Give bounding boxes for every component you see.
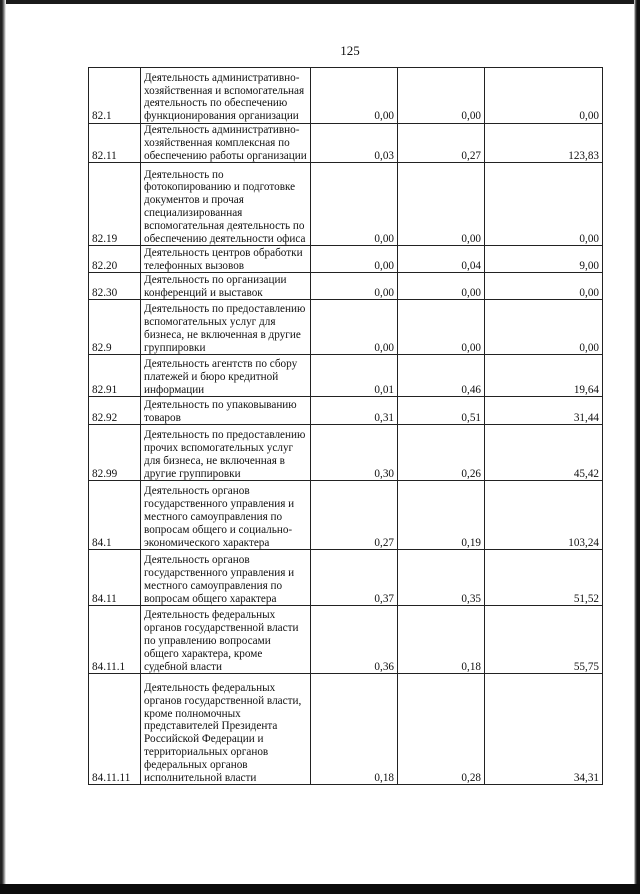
value-col3: 19,64 [485,355,603,397]
activity-code: 82.20 [89,246,141,273]
table-row [89,606,603,674]
activity-description: Деятельность центров обработки телефонных вызовов [141,246,311,273]
value-col3: 0,00 [485,68,603,124]
value-col2: 0,04 [398,246,485,273]
activity-code: 82.92 [89,397,141,425]
value-col2: 0,00 [398,68,485,124]
value-col1: 0,01 [311,355,398,397]
activity-description: Деятельность по предоставлению вспомогательных услуг для бизнеса, не включенная в другие группировки [141,300,311,355]
value-col2: 0,18 [398,606,485,674]
page-number: 125 [340,43,360,58]
value-col1: 0,00 [311,246,398,273]
scan-edge-bottom [0,884,640,894]
scan-edge-right [634,0,640,894]
table-row [89,124,603,163]
value-col3: 123,83 [485,124,603,163]
value-col1: 0,30 [311,425,398,481]
value-col3: 0,00 [485,273,603,300]
activity-description: Деятельность федеральных органов государственной власти, кроме полномочных представителей Президента Российской Федерации и территориальных органов федеральных органов исполнительной власти [141,674,311,785]
activity-code: 82.19 [89,163,141,246]
value-col1: 0,37 [311,550,398,606]
value-col3: 0,00 [485,163,603,246]
activity-code: 82.99 [89,425,141,481]
table-row [89,68,603,124]
value-col3: 55,75 [485,606,603,674]
activity-description: Деятельность органов государственного управления и местного самоуправления по вопросам общего и социально-экономического характера [141,481,311,550]
value-col1: 0,03 [311,124,398,163]
value-col3: 9,00 [485,246,603,273]
table-row [89,246,603,273]
scan-edge-top [0,0,640,4]
value-col3: 45,42 [485,425,603,481]
value-col1: 0,36 [311,606,398,674]
activity-description: Деятельность по предоставлению прочих вспомогательных услуг для бизнеса, не включенная в другие группировки [141,425,311,481]
activity-description: Деятельность агентств по сбору платежей и бюро кредитной информации [141,355,311,397]
value-col2: 0,46 [398,355,485,397]
activity-code: 84.1 [89,481,141,550]
activity-code: 84.11.11 [89,674,141,785]
activity-description: Деятельность федеральных органов государственной власти по управлению вопросами общего характера, кроме судебной власти [141,606,311,674]
activity-code: 84.11 [89,550,141,606]
activity-description: Деятельность по упаковыванию товаров [141,397,311,425]
table-row [89,481,603,550]
activity-description: Деятельность по организации конференций и выставок [141,273,311,300]
table-row [89,550,603,606]
value-col2: 0,00 [398,273,485,300]
value-col3: 34,31 [485,674,603,785]
value-col2: 0,19 [398,481,485,550]
value-col2: 0,27 [398,124,485,163]
value-col2: 0,35 [398,550,485,606]
activity-code: 82.1 [89,68,141,124]
activity-code: 82.30 [89,273,141,300]
activity-description: Деятельность органов государственного управления и местного самоуправления по вопросам общего характера [141,550,311,606]
activity-code: 82.11 [89,124,141,163]
table-row [89,397,603,425]
scan-edge-left [0,0,6,894]
table-row [89,273,603,300]
activity-description: Деятельность по фотокопированию и подготовке документов и прочая специализированная вспомогательная деятельность по обеспечению деятельности офиса [141,163,311,246]
value-col1: 0,27 [311,481,398,550]
table-row [89,163,603,246]
value-col1: 0,00 [311,68,398,124]
table-row [89,425,603,481]
value-col3: 0,00 [485,300,603,355]
value-col3: 103,24 [485,481,603,550]
value-col1: 0,00 [311,163,398,246]
value-col2: 0,28 [398,674,485,785]
table-row [89,300,603,355]
activity-code: 82.9 [89,300,141,355]
activity-description: Деятельность административно-хозяйственная комплексная по обеспечению работы организации [141,124,311,163]
value-col2: 0,26 [398,425,485,481]
activity-code: 82.91 [89,355,141,397]
activity-description: Деятельность административно-хозяйственная и вспомогательная деятельность по обеспечению функционирования организации [141,68,311,124]
value-col1: 0,31 [311,397,398,425]
value-col3: 51,52 [485,550,603,606]
value-col1: 0,18 [311,674,398,785]
value-col2: 0,51 [398,397,485,425]
value-col2: 0,00 [398,163,485,246]
value-col1: 0,00 [311,273,398,300]
value-col2: 0,00 [398,300,485,355]
table-row [89,355,603,397]
okved-table [88,67,603,785]
value-col1: 0,00 [311,300,398,355]
table-row [89,674,603,785]
value-col3: 31,44 [485,397,603,425]
activity-code: 84.11.1 [89,606,141,674]
